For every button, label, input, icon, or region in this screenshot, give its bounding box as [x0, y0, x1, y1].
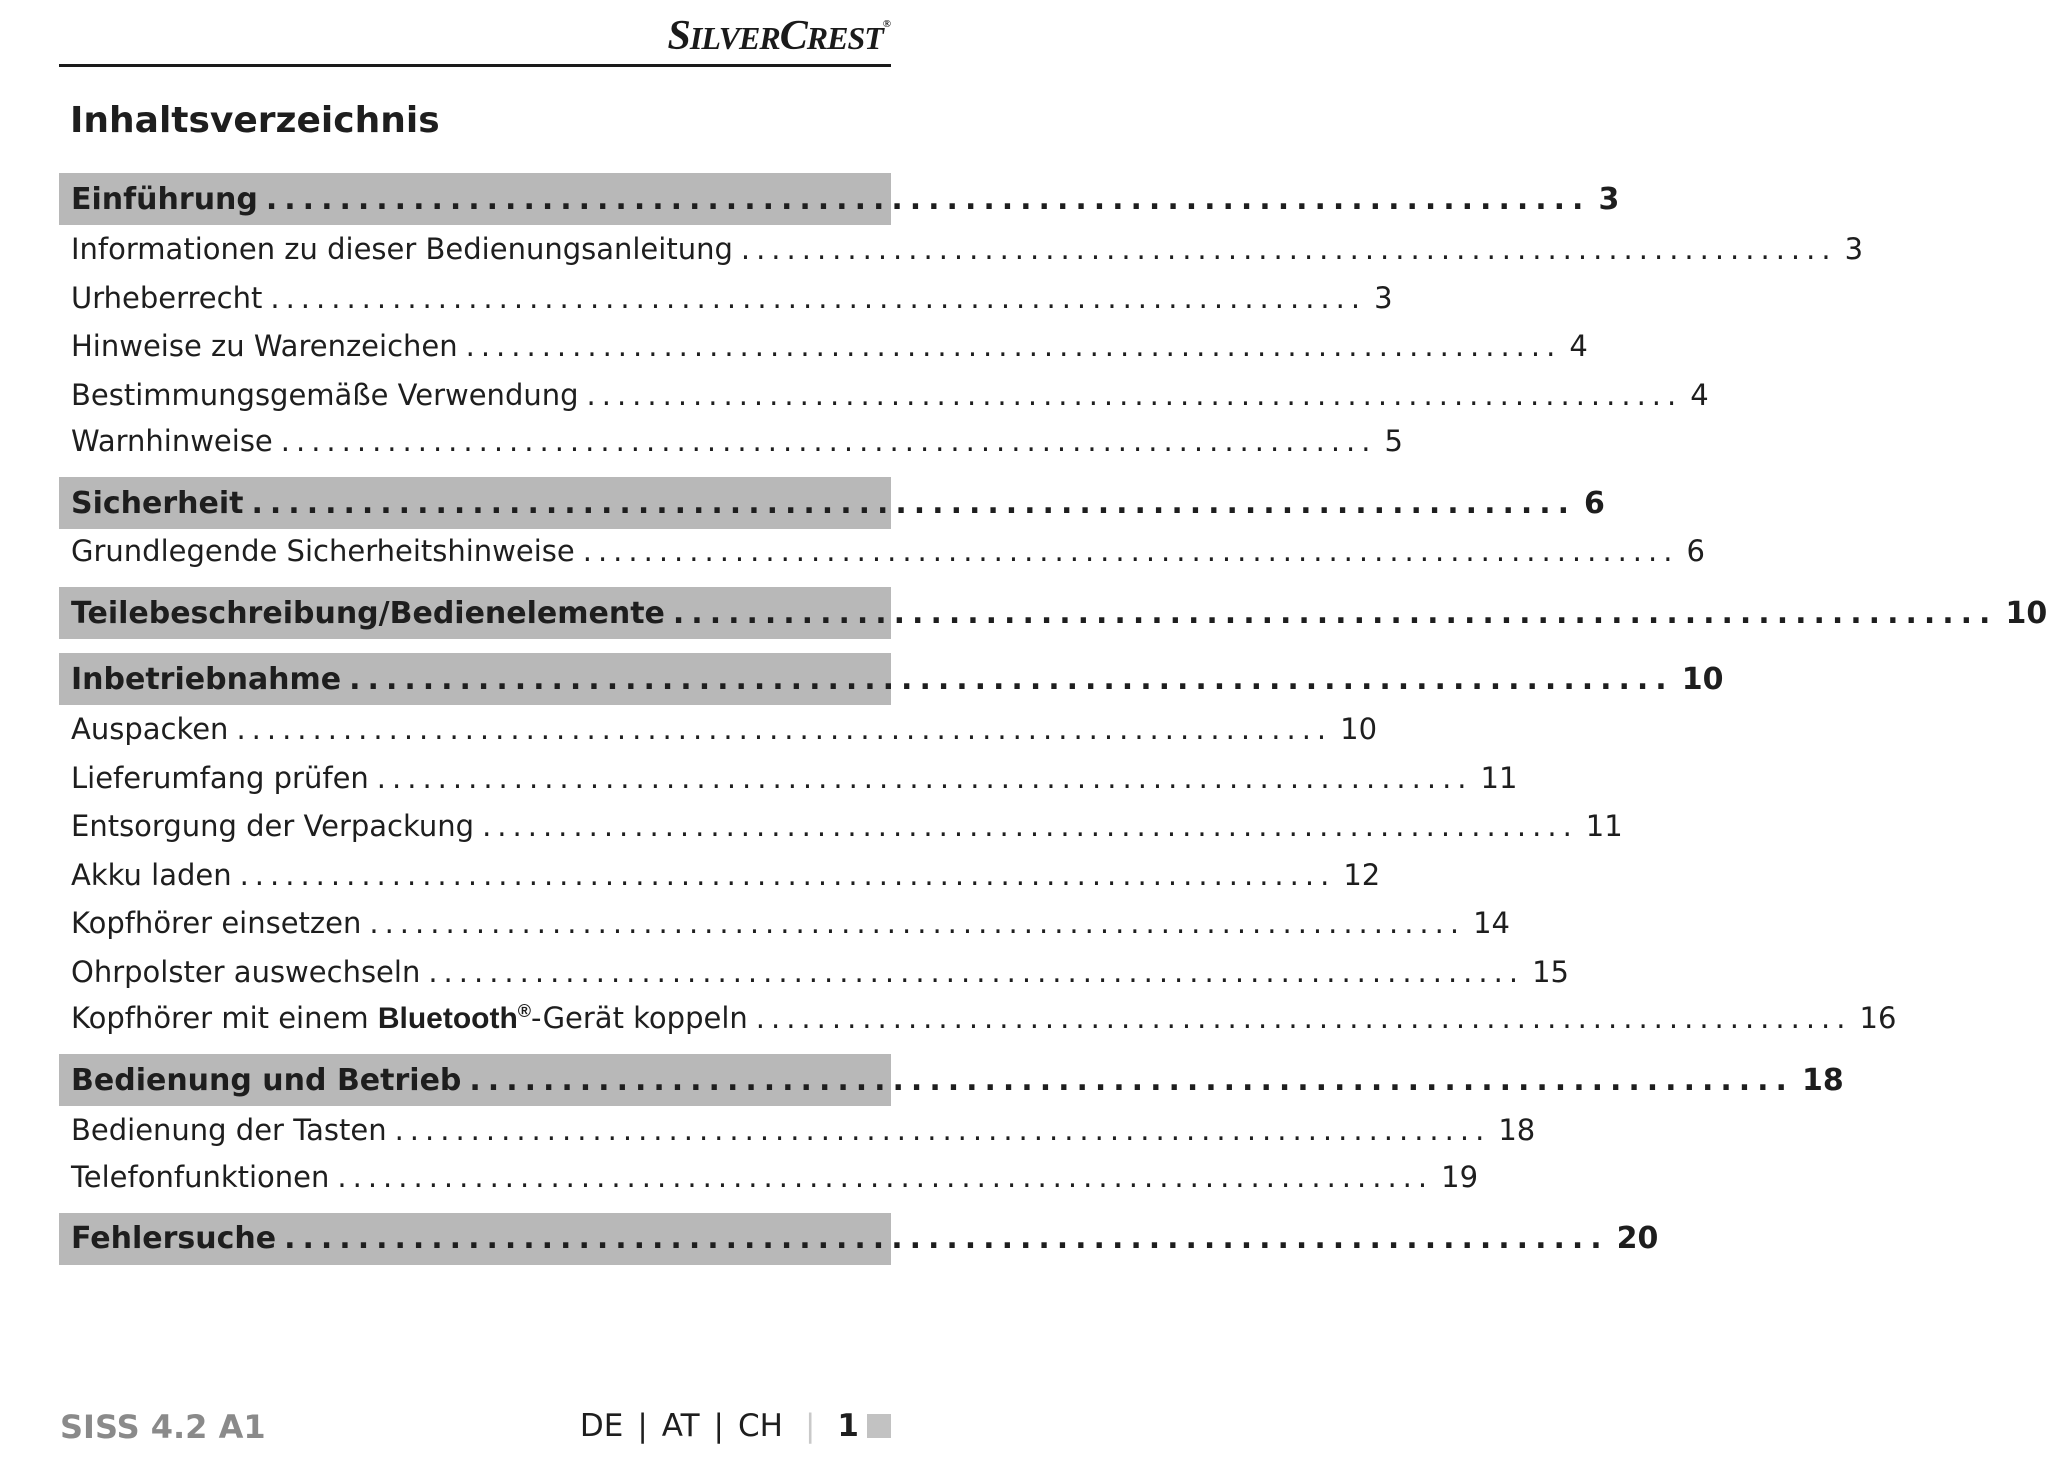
- entry-label: Informationen zu dieser Bedienungsanleitung: [71, 232, 733, 267]
- leader-dots: ........................................................................: [376, 760, 1473, 795]
- entry-label: Ohrpolster auswechseln: [71, 954, 421, 989]
- toc-section-teilebeschreibung: [59, 587, 2047, 639]
- bluetooth-wordmark: [378, 1002, 531, 1035]
- entry-label: Lieferumfang prüfen: [71, 760, 369, 795]
- entry-label: Auspacken: [71, 712, 229, 747]
- footer-pagination: [580, 1408, 891, 1444]
- page-marker-square: [867, 1414, 891, 1438]
- section-page: 10: [1681, 661, 1724, 697]
- toc-section-einfuehrung: [59, 173, 1864, 463]
- section-page: 3: [1598, 181, 1620, 217]
- leader-dots: ........................................................................: [270, 280, 1367, 315]
- section-page: 20: [1616, 1221, 1659, 1256]
- section-heading[interactable]: [59, 173, 1620, 225]
- table-of-contents: [59, 173, 2047, 1279]
- section-heading[interactable]: [59, 587, 2047, 639]
- section-title: Teilebeschreibung/Bedienelemente: [71, 595, 665, 631]
- separator: |: [637, 1408, 648, 1444]
- toc-section-bedienung: [59, 1054, 1844, 1199]
- entry-label-post: -Gerät koppeln: [531, 1000, 748, 1035]
- toc-entry[interactable]: [59, 851, 1381, 900]
- leader-dots: ........................................................................: [482, 809, 1578, 844]
- leader-dots: ........................................................................: [337, 1159, 1434, 1194]
- toc-entry[interactable]: [59, 705, 1378, 754]
- entry-label: Telefonfunktionen: [71, 1159, 330, 1194]
- lang-de: DE: [579, 1408, 624, 1444]
- toc-entry[interactable]: [59, 419, 1403, 463]
- registered-mark: ®: [517, 1000, 532, 1021]
- entry-label: [71, 1001, 748, 1036]
- entry-page: 15: [1532, 954, 1569, 989]
- leader-dots: ........................................................................: [582, 534, 1679, 568]
- entry-page: 4: [1569, 329, 1588, 364]
- leader-dots: ........................................................................: [394, 1113, 1491, 1148]
- toc-entry[interactable]: [59, 1155, 1479, 1199]
- entry-label: Bestimmungsgemäße Verwendung: [71, 377, 579, 412]
- leader-dots: ........................................................................: [349, 661, 1674, 697]
- leader-dots: ........................................................................: [755, 1001, 1852, 1035]
- brand-logo: SILVERCREST®: [667, 13, 890, 59]
- entry-page: 4: [1690, 377, 1709, 412]
- section-title: Fehlersuche: [71, 1221, 277, 1256]
- toc-entry[interactable]: [59, 899, 1510, 948]
- leader-dots: ........................................................................: [369, 906, 1466, 941]
- model-number: SISS 4.2 A1: [60, 1408, 266, 1446]
- section-page: 10: [2005, 595, 2047, 631]
- toc-entry[interactable]: [59, 996, 1897, 1040]
- toc-section-inbetriebnahme: [59, 653, 1897, 1040]
- section-heading[interactable]: [59, 1213, 1659, 1265]
- toc-entry[interactable]: [59, 802, 1623, 851]
- section-heading[interactable]: [59, 653, 1724, 705]
- toc-entry[interactable]: [59, 322, 1588, 371]
- entry-page: 11: [1585, 809, 1623, 844]
- entry-page: 19: [1441, 1159, 1479, 1194]
- entry-page: 5: [1384, 424, 1403, 458]
- leader-dots: ........................................................................: [251, 485, 1577, 521]
- entry-label: Urheberrecht: [71, 280, 263, 315]
- section-page: 18: [1801, 1062, 1844, 1098]
- section-page: 6: [1584, 485, 1605, 521]
- entry-page: 14: [1473, 906, 1510, 941]
- toc-section-fehlersuche: [59, 1213, 1659, 1265]
- leader-dots: ........................................................................: [236, 712, 1333, 747]
- toc-entry[interactable]: [59, 529, 1705, 573]
- leader-dots: ........................................................................: [586, 377, 1683, 412]
- separator: |: [804, 1408, 816, 1444]
- section-heading[interactable]: [59, 477, 1605, 529]
- toc-section-sicherheit: [59, 477, 1705, 573]
- header-rule: [59, 64, 891, 67]
- bluetooth-text: Bluetooth: [377, 1001, 518, 1035]
- entry-page: 16: [1859, 1001, 1897, 1035]
- leader-dots: ........................................................................: [740, 232, 1837, 267]
- leader-dots: ........................................................................: [428, 954, 1525, 989]
- separator: |: [713, 1408, 724, 1444]
- entry-label: Grundlegende Sicherheitshinweise: [71, 534, 575, 568]
- section-title: Einführung: [71, 181, 258, 217]
- toc-entry[interactable]: [59, 754, 1518, 803]
- leader-dots: ........................................................................: [672, 595, 1998, 631]
- leader-dots: ........................................................................: [465, 329, 1562, 364]
- leader-dots: ........................................................................: [265, 181, 1591, 217]
- section-title: Sicherheit: [71, 485, 244, 521]
- lang-ch: CH: [738, 1408, 783, 1444]
- entry-label: Hinweise zu Warenzeichen: [71, 329, 458, 364]
- page-title: Inhaltsverzeichnis: [70, 100, 440, 141]
- section-heading[interactable]: [59, 1054, 1844, 1106]
- entry-label: Warnhinweise: [71, 424, 273, 458]
- toc-entry[interactable]: [59, 225, 1864, 274]
- entry-page: 10: [1340, 712, 1378, 747]
- entry-label-pre: Kopfhörer mit einem: [71, 1000, 378, 1035]
- entry-page: 3: [1374, 280, 1393, 315]
- section-title: Inbetriebnahme: [71, 661, 342, 697]
- entry-page: 6: [1686, 534, 1705, 568]
- toc-entry[interactable]: [59, 274, 1393, 323]
- toc-entry[interactable]: [59, 1106, 1536, 1155]
- lang-at: AT: [661, 1408, 700, 1444]
- toc-entry[interactable]: [59, 371, 1709, 420]
- leader-dots: ........................................................................: [280, 424, 1377, 458]
- leader-dots: ........................................................................: [284, 1221, 1609, 1256]
- entry-page: 11: [1480, 760, 1518, 795]
- entry-label: Bedienung der Tasten: [71, 1113, 387, 1148]
- entry-page: 3: [1844, 232, 1864, 267]
- entry-page: 12: [1343, 857, 1381, 892]
- leader-dots: ........................................................................: [469, 1062, 1794, 1098]
- toc-entry[interactable]: [59, 948, 1569, 997]
- entry-label: Akku laden: [71, 857, 232, 892]
- page-number: 1: [837, 1408, 859, 1444]
- entry-label: Kopfhörer einsetzen: [71, 906, 362, 941]
- entry-page: 18: [1498, 1113, 1536, 1148]
- section-title: Bedienung und Betrieb: [71, 1062, 462, 1098]
- entry-label: Entsorgung der Verpackung: [71, 809, 475, 844]
- leader-dots: ........................................................................: [239, 857, 1336, 892]
